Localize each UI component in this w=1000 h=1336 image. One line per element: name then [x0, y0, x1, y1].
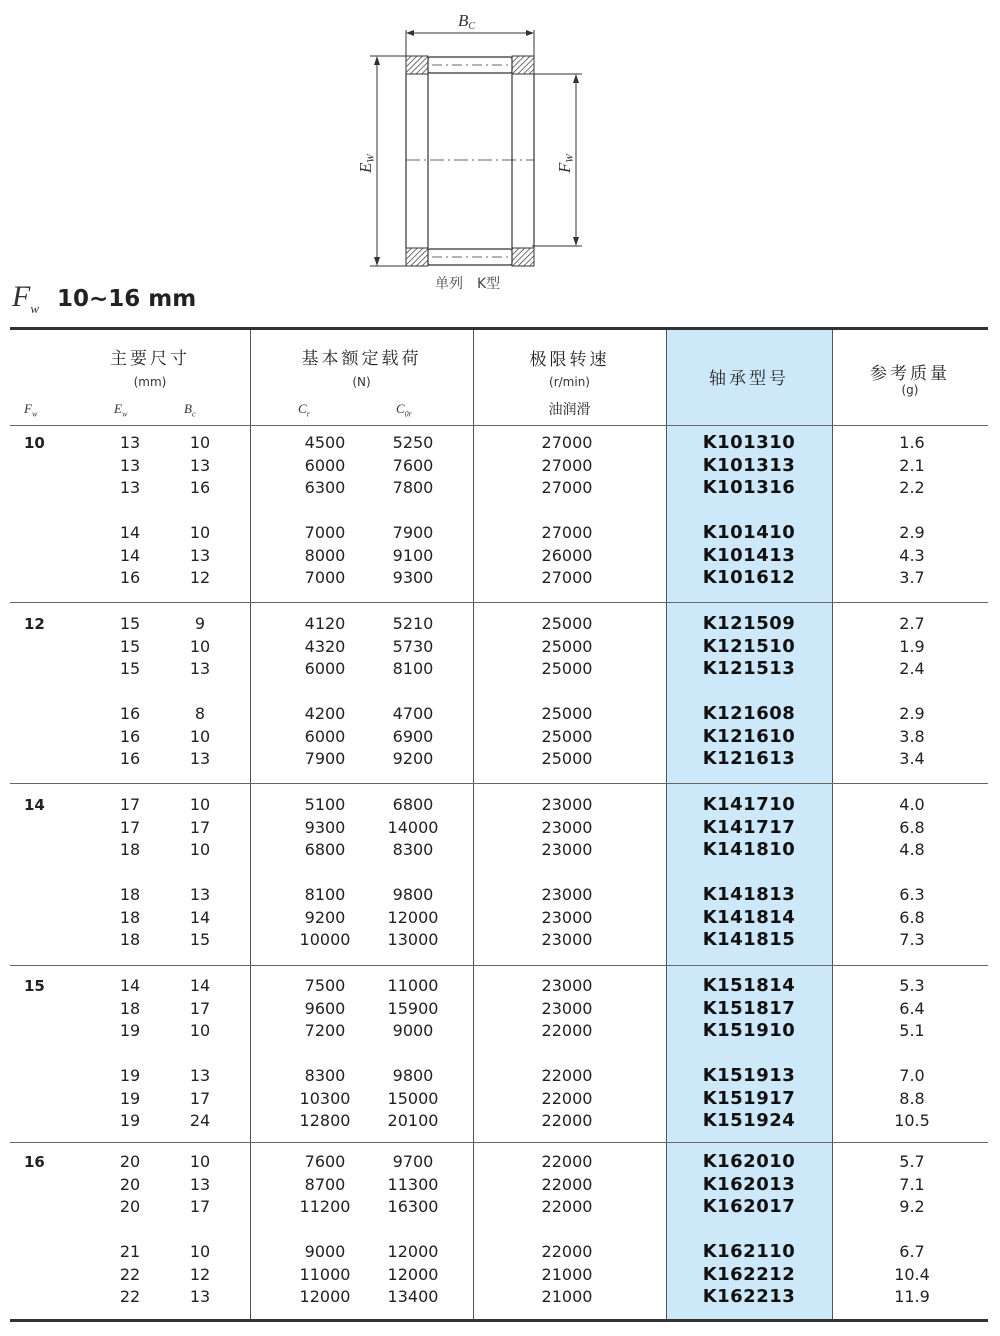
cell-cr: 7900 — [304, 749, 346, 768]
cell-c0r: 5210 — [392, 614, 434, 633]
cell-bc: 13 — [189, 659, 211, 678]
cell-speed: 22000 — [541, 1197, 593, 1216]
group-separator — [10, 783, 988, 784]
cell-c0r: 9700 — [392, 1152, 434, 1171]
cell-c0r: 7800 — [392, 478, 434, 497]
cell-ew: 18 — [119, 998, 141, 1018]
cell-ew: 22 — [119, 1264, 141, 1284]
cell-bc: 10 — [189, 1152, 211, 1171]
cell-mass: 2.7 — [899, 614, 925, 633]
cell-c0r: 13400 — [387, 1287, 439, 1306]
cell-c0r: 9000 — [392, 1021, 434, 1040]
fw-group-label: 10 — [24, 434, 45, 452]
sym-fw: $F_w$ — [24, 401, 38, 419]
header-model: 轴承型号 — [709, 369, 789, 389]
bearing-cross-section — [340, 8, 600, 298]
cell-ew: 15 — [119, 659, 141, 678]
cell-cr: 9600 — [304, 998, 346, 1018]
cell-mass: 9.2 — [899, 1197, 925, 1216]
group-separator — [10, 1142, 988, 1143]
cell-c0r: 15000 — [387, 1088, 439, 1108]
cell-ew: 13 — [119, 433, 141, 452]
cell-model: K151817 — [702, 997, 796, 1019]
cell-mass: 2.1 — [899, 455, 925, 475]
header-speed-unit: (r/min) — [549, 375, 590, 389]
cell-c0r: 15900 — [387, 998, 439, 1018]
cell-cr: 10000 — [299, 930, 351, 949]
fw-group-label: 16 — [24, 1153, 45, 1171]
group-separator — [10, 602, 988, 603]
fw-group-label: 12 — [24, 615, 45, 633]
header-dims: 主要尺寸 — [110, 349, 190, 369]
cell-model: K162010 — [702, 1151, 796, 1172]
cell-c0r: 6900 — [392, 726, 434, 746]
cell-ew: 14 — [119, 523, 141, 542]
cell-c0r: 11000 — [387, 976, 439, 995]
col-divider — [250, 330, 251, 1319]
cell-speed: 22000 — [541, 1088, 593, 1108]
cell-speed: 27000 — [541, 455, 593, 475]
cell-ew: 18 — [119, 930, 141, 949]
cell-cr: 7000 — [304, 568, 346, 587]
cell-speed: 25000 — [541, 614, 593, 633]
cell-bc: 15 — [189, 930, 211, 949]
cell-mass: 5.1 — [899, 1021, 925, 1040]
cell-mass: 6.7 — [899, 1242, 925, 1261]
cell-bc: 10 — [189, 795, 211, 814]
cell-model: K121610 — [702, 725, 796, 747]
cell-ew: 13 — [119, 455, 141, 475]
cell-mass: 5.3 — [899, 976, 925, 995]
cell-ew: 14 — [119, 976, 141, 995]
cell-ew: 18 — [119, 840, 141, 859]
cell-c0r: 6800 — [392, 795, 434, 814]
cell-model: K162013 — [702, 1173, 796, 1195]
cell-bc: 10 — [189, 636, 211, 656]
table-bottom-rule — [10, 1319, 988, 1322]
cell-mass: 7.3 — [899, 930, 925, 949]
cell-speed: 26000 — [541, 545, 593, 565]
cell-ew: 19 — [119, 1088, 141, 1108]
cell-cr: 9000 — [304, 1242, 346, 1261]
cell-model: K101310 — [702, 432, 796, 453]
cell-ew: 18 — [119, 885, 141, 904]
label-bc: BC — [458, 11, 476, 32]
cell-ew: 15 — [119, 636, 141, 656]
cell-bc: 13 — [189, 545, 211, 565]
cell-speed: 23000 — [541, 976, 593, 995]
cell-bc: 14 — [189, 976, 211, 995]
cell-speed: 27000 — [541, 523, 593, 542]
cell-model: K151814 — [702, 975, 796, 996]
cell-model: K101410 — [702, 522, 796, 543]
cell-bc: 16 — [189, 478, 211, 497]
cell-mass: 2.2 — [899, 478, 925, 497]
cell-cr: 9300 — [304, 817, 346, 837]
cell-model: K141810 — [702, 839, 796, 860]
cell-bc: 24 — [189, 1111, 211, 1130]
cell-cr: 10300 — [299, 1088, 351, 1108]
cell-ew: 20 — [119, 1152, 141, 1171]
cell-speed: 22000 — [541, 1152, 593, 1171]
header-speed-lubrication: 油润滑 — [548, 402, 591, 418]
cell-speed: 22000 — [541, 1174, 593, 1194]
cell-bc: 17 — [189, 817, 211, 837]
sym-ew: $E_w$ — [114, 401, 128, 419]
cell-mass: 6.8 — [899, 817, 925, 837]
cell-speed: 23000 — [541, 817, 593, 837]
cell-bc: 17 — [189, 1088, 211, 1108]
cell-model: K141717 — [702, 816, 796, 838]
range-value: 10~16 mm — [57, 286, 197, 312]
col-divider — [473, 330, 474, 1319]
cell-speed: 25000 — [541, 659, 593, 678]
cell-speed: 23000 — [541, 907, 593, 927]
cell-c0r: 5250 — [392, 433, 434, 452]
cell-speed: 22000 — [541, 1021, 593, 1040]
cell-bc: 10 — [189, 840, 211, 859]
cell-cr: 11200 — [299, 1197, 351, 1216]
cell-ew: 16 — [119, 704, 141, 723]
cell-bc: 13 — [189, 1174, 211, 1194]
cell-model: K141710 — [702, 794, 796, 815]
cell-bc: 14 — [189, 907, 211, 927]
cell-model: K162213 — [702, 1286, 796, 1307]
cell-cr: 8000 — [304, 545, 346, 565]
cell-model: K101316 — [702, 477, 796, 498]
cell-cr: 7600 — [304, 1152, 346, 1171]
cell-cr: 8300 — [304, 1066, 346, 1085]
cell-bc: 17 — [189, 1197, 211, 1216]
cell-c0r: 9300 — [392, 568, 434, 587]
fw-group-label: 14 — [24, 796, 45, 814]
cell-c0r: 9200 — [392, 749, 434, 768]
cell-ew: 16 — [119, 568, 141, 587]
cell-mass: 1.6 — [899, 433, 925, 452]
cell-model: K162212 — [702, 1263, 796, 1285]
cell-cr: 6300 — [304, 478, 346, 497]
cell-mass: 6.4 — [899, 998, 925, 1018]
cell-ew: 21 — [119, 1242, 141, 1261]
cell-ew: 17 — [119, 817, 141, 837]
bearing-table — [10, 327, 988, 1322]
cell-c0r: 12000 — [387, 907, 439, 927]
cell-cr: 5100 — [304, 795, 346, 814]
cell-model: K101612 — [702, 567, 796, 588]
cell-mass: 4.0 — [899, 795, 925, 814]
cell-model: K121613 — [702, 748, 796, 769]
cell-cr: 4200 — [304, 704, 346, 723]
cell-mass: 3.4 — [899, 749, 925, 768]
cell-mass: 2.4 — [899, 659, 925, 678]
cell-mass: 11.9 — [894, 1287, 930, 1306]
cell-mass: 7.1 — [899, 1174, 925, 1194]
cell-c0r: 12000 — [387, 1242, 439, 1261]
header-speed: 极限转速 — [529, 350, 610, 370]
cell-ew: 19 — [119, 1111, 141, 1130]
cell-speed: 27000 — [541, 478, 593, 497]
cell-speed: 25000 — [541, 749, 593, 768]
cell-cr: 9200 — [304, 907, 346, 927]
cell-mass: 8.8 — [899, 1088, 925, 1108]
cell-bc: 10 — [189, 433, 211, 452]
diagram-caption: 单列 K型 — [435, 276, 501, 292]
cell-model: K101413 — [702, 544, 796, 566]
cell-model: K151924 — [702, 1110, 796, 1131]
cell-c0r: 9800 — [392, 1066, 434, 1085]
cell-c0r: 16300 — [387, 1197, 439, 1216]
header-dims-unit: (mm) — [133, 375, 167, 389]
cell-c0r: 13000 — [387, 930, 439, 949]
cell-model: K121509 — [702, 613, 796, 634]
cell-ew: 22 — [119, 1287, 141, 1306]
cell-speed: 27000 — [541, 433, 593, 452]
cell-c0r: 12000 — [387, 1264, 439, 1284]
cell-mass: 6.3 — [899, 885, 925, 904]
cell-c0r: 20100 — [387, 1111, 439, 1130]
cell-model: K141814 — [702, 906, 796, 928]
fw-symbol: $F_w$ — [12, 280, 39, 316]
fw-group-label: 15 — [24, 977, 45, 995]
cell-speed: 23000 — [541, 930, 593, 949]
cell-cr: 12000 — [299, 1287, 351, 1306]
cell-model: K101313 — [702, 454, 796, 476]
cell-model: K151917 — [702, 1087, 796, 1109]
cell-speed: 23000 — [541, 998, 593, 1018]
cell-bc: 10 — [189, 523, 211, 542]
cell-ew: 14 — [119, 545, 141, 565]
cell-speed: 23000 — [541, 840, 593, 859]
cell-c0r: 7600 — [392, 455, 434, 475]
cell-bc: 13 — [189, 1066, 211, 1085]
cell-c0r: 5730 — [392, 636, 434, 656]
cell-cr: 6000 — [304, 726, 346, 746]
cell-c0r: 14000 — [387, 817, 439, 837]
cell-bc: 10 — [189, 1021, 211, 1040]
cell-mass: 2.9 — [899, 704, 925, 723]
cell-ew: 13 — [119, 478, 141, 497]
cell-cr: 7000 — [304, 523, 346, 542]
cell-c0r: 7900 — [392, 523, 434, 542]
cell-speed: 23000 — [541, 885, 593, 904]
cell-ew: 16 — [119, 726, 141, 746]
cell-bc: 10 — [189, 726, 211, 746]
cell-model: K141815 — [702, 929, 796, 950]
header-load-unit: (N) — [352, 375, 371, 389]
cell-bc: 17 — [189, 998, 211, 1018]
label-ew: EW — [356, 154, 377, 173]
cell-speed: 25000 — [541, 704, 593, 723]
cell-c0r: 8100 — [392, 659, 434, 678]
cell-mass: 6.8 — [899, 907, 925, 927]
label-fw: FW — [555, 154, 576, 173]
cell-cr: 7500 — [304, 976, 346, 995]
cell-ew: 19 — [119, 1021, 141, 1040]
cell-speed: 22000 — [541, 1111, 593, 1130]
cell-mass: 10.5 — [894, 1111, 930, 1130]
cell-ew: 17 — [119, 795, 141, 814]
cell-mass: 10.4 — [894, 1264, 930, 1284]
cell-c0r: 9100 — [392, 545, 434, 565]
bearing-diagram — [340, 8, 600, 298]
cell-speed: 22000 — [541, 1242, 593, 1261]
cell-c0r: 11300 — [387, 1174, 439, 1194]
cell-ew: 20 — [119, 1197, 141, 1216]
cell-model: K121608 — [702, 703, 796, 724]
cell-bc: 13 — [189, 455, 211, 475]
cell-speed: 21000 — [541, 1264, 593, 1284]
cell-mass: 5.7 — [899, 1152, 925, 1171]
cell-speed: 25000 — [541, 726, 593, 746]
header-rule — [10, 425, 988, 426]
cell-bc: 9 — [194, 614, 206, 633]
cell-cr: 8100 — [304, 885, 346, 904]
group-separator — [10, 965, 988, 966]
cell-cr: 7200 — [304, 1021, 346, 1040]
cell-bc: 12 — [189, 568, 211, 587]
sym-c0r: $C_{0r}$ — [396, 401, 412, 419]
cell-c0r: 4700 — [392, 704, 434, 723]
cell-cr: 6000 — [304, 455, 346, 475]
cell-bc: 13 — [189, 1287, 211, 1306]
table-top-rule — [10, 327, 988, 330]
sym-bc: $B_c$ — [184, 401, 196, 419]
cell-speed: 21000 — [541, 1287, 593, 1306]
cell-speed: 27000 — [541, 568, 593, 587]
header-mass: 参考质量 — [870, 364, 950, 384]
cell-mass: 3.8 — [899, 726, 925, 746]
cell-mass: 2.9 — [899, 523, 925, 542]
cell-speed: 23000 — [541, 795, 593, 814]
cell-model: K141813 — [702, 884, 796, 905]
cell-ew: 18 — [119, 907, 141, 927]
cell-ew: 20 — [119, 1174, 141, 1194]
cell-mass: 4.8 — [899, 840, 925, 859]
cell-cr: 4120 — [304, 614, 346, 633]
cell-mass: 3.7 — [899, 568, 925, 587]
cell-cr: 6000 — [304, 659, 346, 678]
header-load: 基本额定载荷 — [301, 349, 422, 369]
cell-c0r: 9800 — [392, 885, 434, 904]
range-title — [12, 280, 196, 320]
cell-ew: 16 — [119, 749, 141, 768]
cell-cr: 11000 — [299, 1264, 351, 1284]
cell-bc: 12 — [189, 1264, 211, 1284]
cell-model: K121513 — [702, 658, 796, 679]
header-mass-unit: (g) — [901, 383, 919, 397]
cell-model: K151913 — [702, 1065, 796, 1086]
cell-cr: 8700 — [304, 1174, 346, 1194]
cell-bc: 8 — [194, 704, 206, 723]
cell-c0r: 8300 — [392, 840, 434, 859]
cell-mass: 4.3 — [899, 545, 925, 565]
cell-mass: 1.9 — [899, 636, 925, 656]
cell-model: K121510 — [702, 635, 796, 657]
cell-cr: 12800 — [299, 1111, 351, 1130]
cell-model: K162110 — [702, 1241, 796, 1262]
cell-mass: 7.0 — [899, 1066, 925, 1085]
col-divider — [832, 330, 833, 1319]
cell-speed: 22000 — [541, 1066, 593, 1085]
cell-bc: 10 — [189, 1242, 211, 1261]
cell-ew: 19 — [119, 1066, 141, 1085]
cell-bc: 13 — [189, 885, 211, 904]
cell-cr: 4500 — [304, 433, 346, 452]
cell-ew: 15 — [119, 614, 141, 633]
sym-cr: $C_r$ — [298, 401, 310, 419]
cell-bc: 13 — [189, 749, 211, 768]
cell-model: K162017 — [702, 1196, 796, 1217]
cell-cr: 6800 — [304, 840, 346, 859]
cell-model: K151910 — [702, 1020, 796, 1041]
cell-speed: 25000 — [541, 636, 593, 656]
cell-cr: 4320 — [304, 636, 346, 656]
